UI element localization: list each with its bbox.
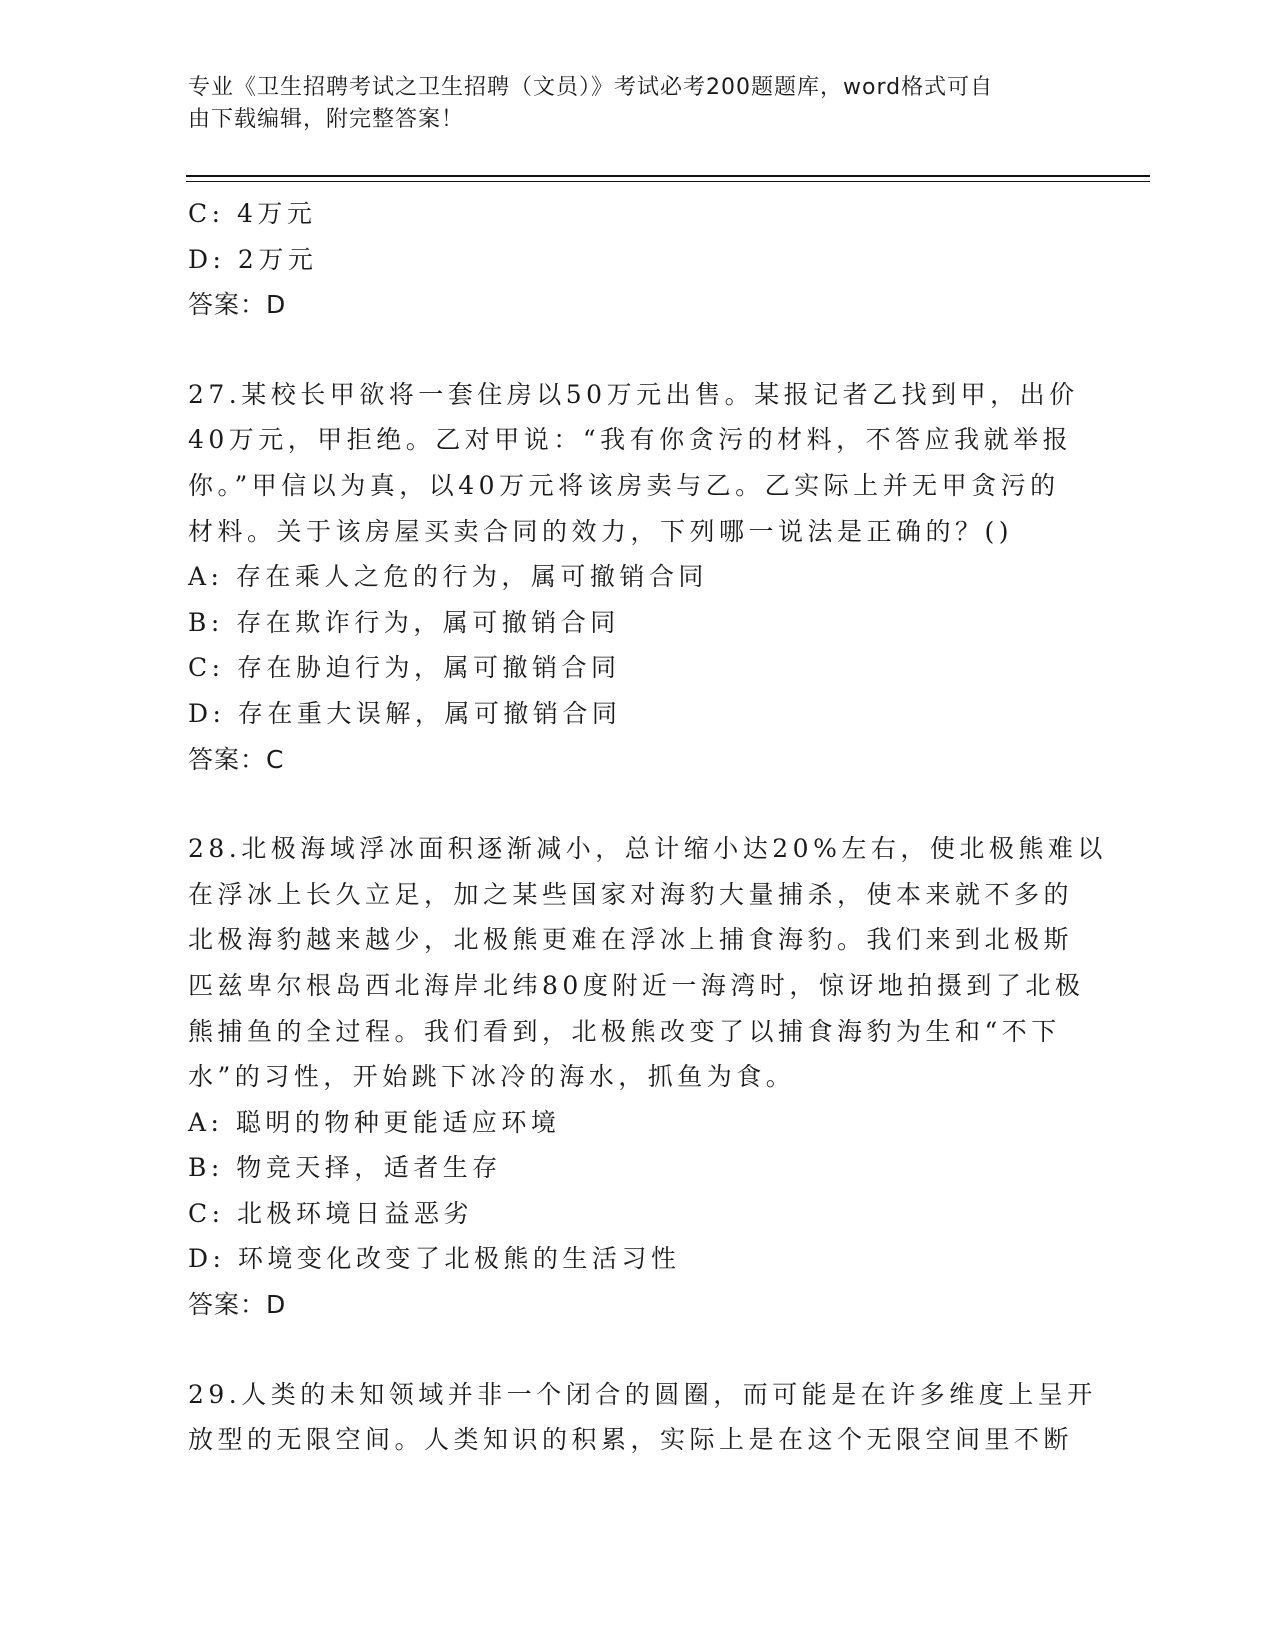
question-stem-line: 40万元，甲拒绝。乙对甲说：“我有你贪污的材料，不答应我就举报 <box>188 425 1073 455</box>
option-d: D: 2万元 <box>188 244 318 274</box>
option-b: B: 物竞天择，适者生存 <box>188 1153 502 1183</box>
option-d: D: 存在重大误解，属可撤销合同 <box>188 698 622 728</box>
question-29 <box>188 1372 1097 1463</box>
document-body <box>188 191 1107 1463</box>
answer-line: 答案：D <box>188 290 287 320</box>
header-divider-thick <box>186 175 1150 177</box>
answer-line: 答案：C <box>188 744 285 774</box>
question-stem-line: 水”的习性，开始跳下冰冷的海水，抓鱼为食。 <box>188 1062 796 1092</box>
answer-line: 答案：D <box>188 1290 287 1320</box>
option-c: C: 4万元 <box>188 199 317 228</box>
option-b: B: 存在欺诈行为，属可撤销合同 <box>188 607 620 637</box>
header-line-2: 由下载编辑，附完整答案！ <box>188 107 465 132</box>
option-a: A: 存在乘人之危的行为，属可撤销合同 <box>188 562 708 592</box>
question-stem-line: 匹兹卑尔根岛西北海岸北纬80度附近一海湾时，惊讶地拍摄到了北极 <box>188 970 1085 1000</box>
question-stem-line: 材料。关于该房屋买卖合同的效力，下列哪一说法是正确的？() <box>188 516 1014 546</box>
option-c: C: 北极环境日益恶劣 <box>188 1198 473 1228</box>
question-stem-line: 你。”甲信以为真，以40万元将该房卖与乙。乙实际上并无甲贪污的 <box>188 470 1060 500</box>
page-header <box>188 72 1078 136</box>
option-a: A: 聪明的物种更能适应环境 <box>188 1107 561 1137</box>
header-line-1: 专业《卫生招聘考试之卫生招聘（文员）》考试必考200题题库，word格式可自 <box>188 75 994 100</box>
question-28 <box>188 826 1107 1328</box>
question-stem-line: 熊捕鱼的全过程。我们看到，北极熊改变了以捕食海豹为生和“不下 <box>188 1016 1061 1046</box>
question-stem-line: 放型的无限空间。人类知识的积累，实际上是在这个无限空间里不断 <box>188 1425 1074 1455</box>
question-26-tail <box>188 191 1088 328</box>
option-d: D: 环境变化改变了北极熊的生活习性 <box>188 1244 681 1274</box>
header-divider-thin <box>186 181 1150 182</box>
question-stem-line: 29.人类的未知领域并非一个闭合的圆圈，而可能是在许多维度上呈开 <box>188 1379 1097 1409</box>
question-stem-line: 在浮冰上长久立足，加之某些国家对海豹大量捕杀，使本来就不多的 <box>188 879 1074 909</box>
option-c: C: 存在胁迫行为，属可撤销合同 <box>188 653 621 683</box>
question-27 <box>188 372 1088 782</box>
question-stem-line: 27.某校长甲欲将一套住房以50万元出售。某报记者乙找到甲，出价 <box>188 379 1079 409</box>
question-stem-line: 28.北极海域浮冰面积逐渐减小，总计缩小达20%左右，使北极熊难以 <box>188 834 1107 864</box>
question-stem-line: 北极海豹越来越少，北极熊更难在浮冰上捕食海豹。我们来到北极斯 <box>188 925 1074 955</box>
